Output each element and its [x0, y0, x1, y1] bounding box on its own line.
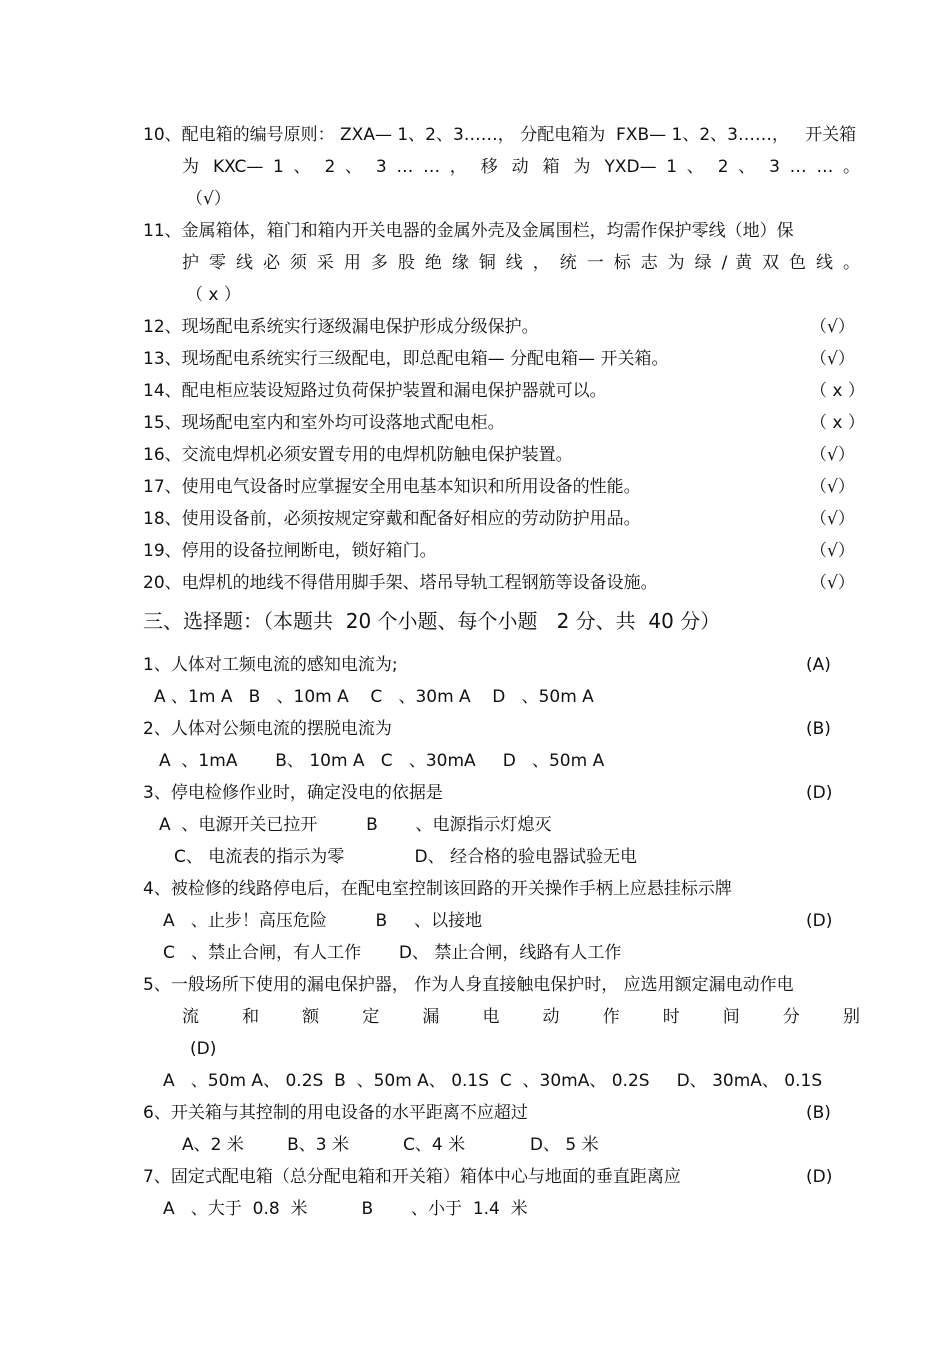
- section-3-heading: 三、选择题：（本题共 20 个小题、每个小题 2 分、共 40 分）: [143, 609, 721, 633]
- choice-3-options-line-1: A 、电源开关已拉开 B 、电源指示灯熄灭: [159, 815, 552, 835]
- question-18: 18、使用设备前，必须按规定穿戴和配备好相应的劳动防护用品。: [143, 509, 641, 529]
- question-16-answer: （√）: [810, 445, 855, 465]
- choice-5-answer: (D): [190, 1039, 217, 1059]
- choice-2-question: 2、人体对公频电流的摆脱电流为: [143, 719, 392, 739]
- choice-5-question-line-2: 流 和 额 定 漏 电 动 作 时 间 分 别: [182, 1007, 860, 1027]
- choice-7-question: 7、固定式配电箱（总分配电箱和开关箱）箱体中心与地面的垂直距离应: [143, 1167, 681, 1187]
- question-12: 12、现场配电系统实行逐级漏电保护形成分级保护。: [143, 317, 539, 337]
- question-20: 20、电焊机的地线不得借用脚手架、塔吊导轨工程钢筋等设备设施。: [143, 573, 658, 593]
- question-17-answer: （√）: [810, 477, 855, 497]
- question-19-answer: （√）: [810, 541, 855, 561]
- question-14-answer: （ x ）: [810, 381, 865, 401]
- choice-6-options: A、2 米 B、3 米 C、4 米 D、 5 米: [182, 1135, 599, 1155]
- choice-6-answer: (B): [806, 1103, 831, 1123]
- question-10-line-2: 为 KXC— 1 、 2 、 3 … … ， 移 动 箱 为 YXD— 1 、 2 、 3 … … 。: [182, 157, 860, 177]
- question-15: 15、现场配电室内和室外均可设落地式配电柜。: [143, 413, 505, 433]
- choice-2-options: A 、1mA B、 10m A C 、30mA D 、50m A: [159, 751, 605, 771]
- question-17: 17、使用电气设备时应掌握安全用电基本知识和所用设备的性能。: [143, 477, 641, 497]
- choice-2-answer: (B): [806, 719, 831, 739]
- question-16: 16、交流电焊机必须安置专用的电焊机防触电保护装置。: [143, 445, 573, 465]
- choice-7-answer: (D): [806, 1167, 833, 1187]
- choice-3-answer: (D): [806, 783, 833, 803]
- question-10-answer: （√）: [186, 189, 231, 209]
- question-10-line-1: 10、配电箱的编号原则： ZXA— 1、2、3……， 分配电箱为 FXB— 1、2、3……， 开关箱: [143, 125, 857, 145]
- question-11-line-1: 11、金属箱体，箱门和箱内开关电器的金属外壳及金属围栏，均需作保护零线（地）保: [143, 221, 794, 241]
- choice-6-question: 6、开关箱与其控制的用电设备的水平距离不应超过: [143, 1103, 528, 1123]
- question-15-answer: （ x ）: [810, 413, 865, 433]
- choice-5-question-line-1: 5、一般场所下使用的漏电保护器， 作为人身直接触电保护时， 应选用额定漏电动作电: [143, 975, 794, 995]
- choice-4-question: 4、被检修的线路停电后，在配电室控制该回路的开关操作手柄上应悬挂标示牌: [143, 879, 732, 899]
- choice-5-options: A 、50m A、 0.2S B 、50m A、 0.1S C 、30mA、 0.2S D、 30mA、 0.1S: [163, 1071, 823, 1091]
- choice-4-options-line-1: A 、止步！高压危险 B 、以接地: [163, 911, 483, 931]
- question-18-answer: （√）: [810, 509, 855, 529]
- choice-1-answer: (A): [806, 655, 831, 675]
- question-13-answer: （√）: [810, 349, 855, 369]
- question-11-line-2: 护 零 线 必 须 采 用 多 股 绝 缘 铜 线 ， 统 一 标 志 为 绿 / 黄 双 色 线 。: [182, 253, 860, 273]
- choice-3-question: 3、停电检修作业时，确定没电的依据是: [143, 783, 443, 803]
- choice-4-options-line-2: C 、禁止合闸，有人工作 D、 禁止合闸，线路有人工作: [163, 943, 622, 963]
- question-13: 13、现场配电系统实行三级配电，即总配电箱— 分配电箱— 开关箱。: [143, 349, 669, 369]
- question-12-answer: （√）: [810, 317, 855, 337]
- choice-7-options: A 、大于 0.8 米 B 、小于 1.4 米: [163, 1199, 528, 1219]
- choice-1-question: 1、人体对工频电流的感知电流为;: [143, 655, 398, 675]
- choice-4-answer: (D): [806, 911, 833, 931]
- question-19: 19、停用的设备拉闸断电，锁好箱门。: [143, 541, 437, 561]
- question-11-answer: （ x ）: [186, 285, 241, 305]
- choice-1-options: A 、1m A B 、10m A C 、30m A D 、50m A: [154, 687, 594, 707]
- question-14: 14、配电柜应装设短路过负荷保护装置和漏电保护器就可以。: [143, 381, 607, 401]
- choice-3-options-line-2: C、 电流表的指示为零 D、 经合格的验电器试验无电: [174, 847, 638, 867]
- question-20-answer: （√）: [810, 573, 855, 593]
